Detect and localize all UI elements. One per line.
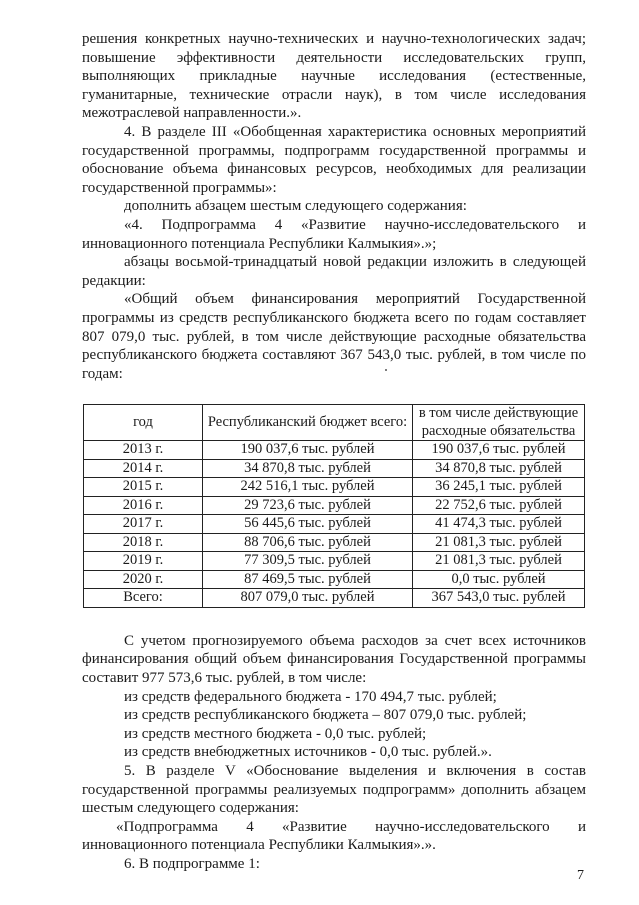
cell-year: Всего: bbox=[84, 589, 203, 608]
paragraph-paragraphs-revision: абзацы восьмой-тринадцатый новой редакции изложить в следующей редакции: bbox=[82, 254, 586, 289]
table-body bbox=[84, 441, 585, 608]
cell-republican-total: 34 870,8 тыс. рублей bbox=[203, 459, 413, 478]
cell-year: 2014 г. bbox=[84, 459, 203, 478]
paragraph-item-5: 5. В разделе V «Обоснование выделения и включения в состав государственной программы реализуемых подпрограмм» дополнить абзацем шестым следующего содержания: bbox=[82, 762, 586, 817]
table-row bbox=[84, 570, 585, 589]
cell-republican-total: 77 309,5 тыс. рублей bbox=[203, 552, 413, 571]
list-item-local: из средств местного бюджета - 0,0 тыс. рублей; bbox=[124, 725, 427, 742]
cell-existing-obligations: 21 081,3 тыс. рублей bbox=[413, 533, 585, 552]
cell-existing-obligations: 41 474,3 тыс. рублей bbox=[413, 515, 585, 534]
table-row bbox=[84, 533, 585, 552]
cell-republican-total: 56 445,6 тыс. рублей bbox=[203, 515, 413, 534]
list-item-extrabudgetary: из средств внебюджетных источников - 0,0 тыс. рублей.». bbox=[124, 744, 492, 761]
cell-year: 2017 г. bbox=[84, 515, 203, 534]
header-republican-budget: Республиканский бюджет всего: bbox=[203, 405, 413, 441]
scan-speck bbox=[385, 369, 387, 371]
table-header-row bbox=[84, 405, 585, 441]
paragraph-add-sixth: дополнить абзацем шестым следующего содержания: bbox=[124, 198, 467, 215]
cell-republican-total: 29 723,6 тыс. рублей bbox=[203, 496, 413, 515]
paragraph-quote-subprogram-2: «Подпрограмма 4 «Развитие научно-исследовательского и инновационного потенциала Республики Калмыкия».». bbox=[82, 818, 586, 854]
cell-existing-obligations: 190 037,6 тыс. рублей bbox=[413, 441, 585, 460]
page-number: 7 bbox=[577, 868, 584, 883]
table-row bbox=[84, 589, 585, 608]
list-item-republican: из средств республиканского бюджета – 807 079,0 тыс. рублей; bbox=[124, 707, 527, 724]
paragraph-total-funding: «Общий объем финансирования мероприятий Государственной программы из средств республиканского бюджета всего по годам составляет 807 079,0 тыс. рублей, в том числе действующие расходные обязательства республиканского бюджета составляют 367 543,0 тыс. рублей, в том числе по годам: bbox=[82, 291, 586, 382]
cell-republican-total: 807 079,0 тыс. рублей bbox=[203, 589, 413, 608]
cell-republican-total: 190 037,6 тыс. рублей bbox=[203, 441, 413, 460]
cell-year: 2013 г. bbox=[84, 441, 203, 460]
cell-year: 2019 г. bbox=[84, 552, 203, 571]
cell-existing-obligations: 36 245,1 тыс. рублей bbox=[413, 478, 585, 497]
header-year: год bbox=[84, 405, 203, 441]
cell-existing-obligations: 0,0 тыс. рублей bbox=[413, 570, 585, 589]
table-row bbox=[84, 515, 585, 534]
cell-republican-total: 88 706,6 тыс. рублей bbox=[203, 533, 413, 552]
table-row bbox=[84, 478, 585, 497]
table-row bbox=[84, 552, 585, 571]
paragraph-item-4: 4. В разделе III «Обобщенная характеристика основных мероприятий государственной программы, подпрограмм государственной программы и обоснование объема финансовых ресурсов, необходимых для реализации государственной программы»: bbox=[82, 123, 586, 196]
paragraph-continuation: решения конкретных научно-технических и научно-технологических задач; повышение эффективности деятельности исследовательских групп, выполняющих прикладные научные исследования (естественные, гуманитарные, технические отрасли наук), в том числе исследования межотраслевой направленности.». bbox=[82, 31, 586, 122]
header-existing-obligations: в том числе действующие расходные обязательства bbox=[413, 405, 585, 441]
cell-existing-obligations: 34 870,8 тыс. рублей bbox=[413, 459, 585, 478]
budget-table bbox=[83, 404, 585, 608]
document-page bbox=[82, 30, 586, 874]
cell-republican-total: 242 516,1 тыс. рублей bbox=[203, 478, 413, 497]
cell-year: 2016 г. bbox=[84, 496, 203, 515]
list-item-federal: из средств федерального бюджета - 170 494,7 тыс. рублей; bbox=[124, 688, 497, 705]
table-row bbox=[84, 496, 585, 515]
cell-existing-obligations: 21 081,3 тыс. рублей bbox=[413, 552, 585, 571]
paragraph-forecast: С учетом прогнозируемого объема расходов за счет всех источников финансирования общий объем финансирования Государственной программы составит 977 573,6 тыс. рублей, в том числе: bbox=[82, 632, 586, 686]
cell-year: 2015 г. bbox=[84, 478, 203, 497]
table-row bbox=[84, 459, 585, 478]
paragraph-item-6: 6. В подпрограмме 1: bbox=[124, 855, 260, 872]
cell-republican-total: 87 469,5 тыс. рублей bbox=[203, 570, 413, 589]
cell-existing-obligations: 367 543,0 тыс. рублей bbox=[413, 589, 585, 608]
cell-year: 2020 г. bbox=[84, 570, 203, 589]
table-row bbox=[84, 441, 585, 460]
cell-existing-obligations: 22 752,6 тыс. рублей bbox=[413, 496, 585, 515]
cell-year: 2018 г. bbox=[84, 533, 203, 552]
paragraph-quote-subprogram: «4. Подпрограмма 4 «Развитие научно-исследовательского и инновационного потенциала Республики Калмыкия».»; bbox=[82, 216, 586, 252]
